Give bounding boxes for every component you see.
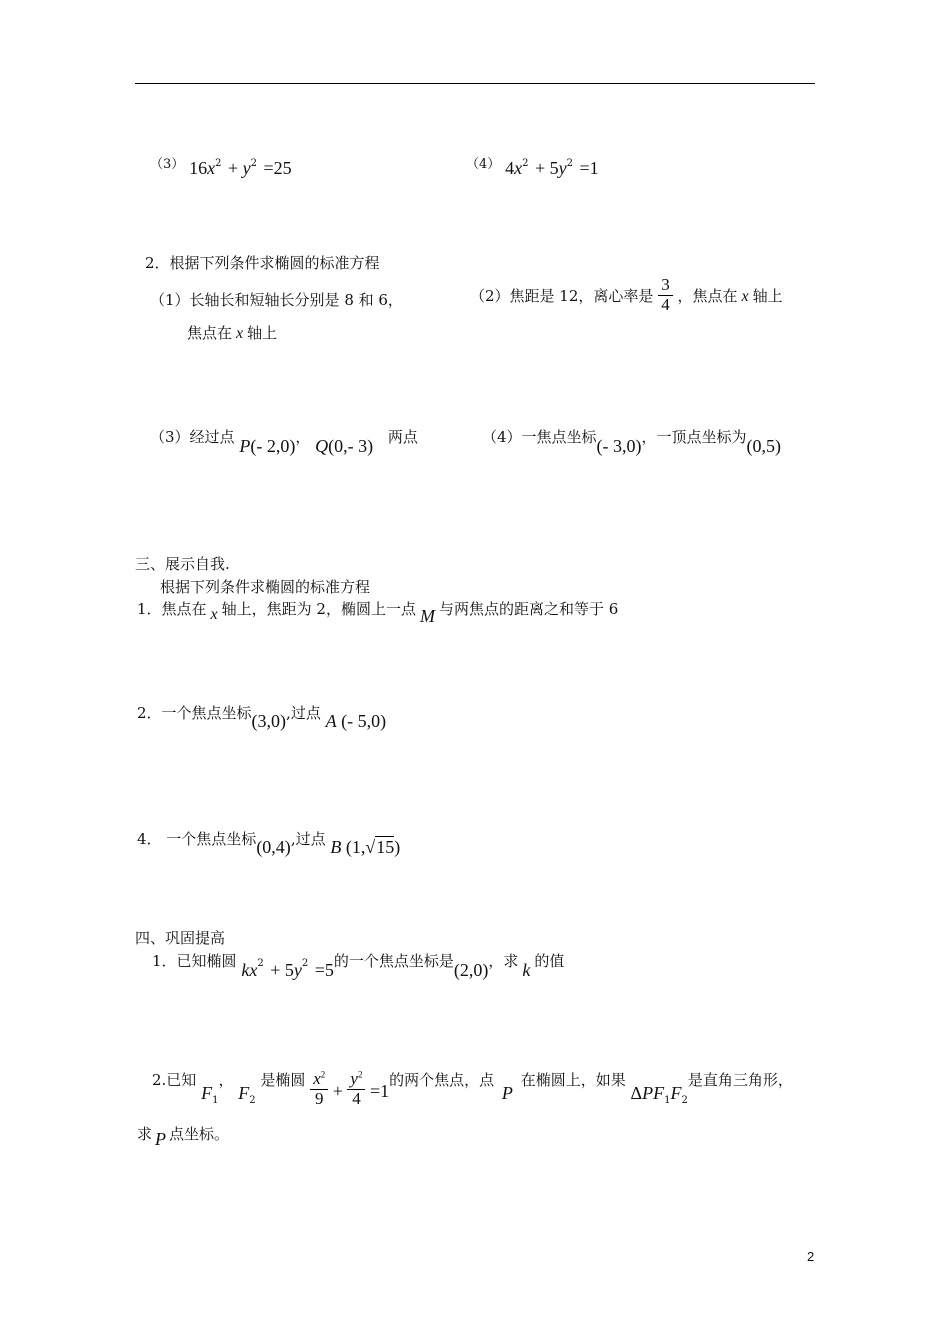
section-3-item-2: 2．一个焦点坐标(3,0),过点 A (- 5,0) [137,704,387,731]
section-4-item-1: 1．已知椭圆 kx2 + 5y2 =5的一个焦点坐标是(2,0)，求 k 的值 [152,952,565,980]
equation-4: （4） $4x^2 + 5y^2 =1$ [466,157,599,178]
problem-2-item-4: （4）一焦点坐标(- 3,0)，一顶点坐标为(0,5) [482,428,782,456]
section-3-item-4: 4． 一个焦点坐标(0,4),过点 B (1,√15) [137,830,401,857]
fraction-y2-4: $\frac{y^2}{4}$ [347,1070,365,1108]
section-4-title: 四、巩固提高 [135,929,226,947]
section-4-item-2-line2: 求 P 点坐标。 [137,1125,230,1149]
problem-2-item-2: （2）焦距是 12，离心率是 $\frac{3}{4}$ ，焦点在 x 轴上 [470,275,783,314]
fraction-x2-9: $\frac{x^2}{9}$ [310,1070,328,1108]
fraction-3-4: $\frac{3}{4}$ [658,276,673,314]
page-number: 2 [807,1249,815,1264]
problem-2-item-3: （3）经过点 P(- 2,0)， Q(0,- 3) 两点 [150,428,418,456]
problem-2-item-1: （1）长轴长和短轴长分别是 8 和 6， [150,291,403,309]
header-rule [135,83,815,84]
problem-2-title: 2．根据下列条件求椭圆的标准方程 [145,254,380,272]
equation-3: （3） $16x^2 + y^2 =25$ [150,157,292,178]
section-3-item-1: 1．焦点在 x 轴上，焦距为 2，椭圆上一点 M 与两焦点的距离之和等于 6 [137,600,619,626]
problem-2-item-1-line2: 焦点在 x 轴上 [187,324,278,342]
section-3-title: 三、展示自我. [135,555,230,573]
section-4-item-2: 2.已知 $F_1$， $F_2$ 是椭圆 $\frac{x^2}{9}$ + $\frac{y^2}{4}$ =1的两个焦点，点 P 在椭圆上，如果 $\Delta PF_1F_2$是直角三角形， [152,1069,793,1108]
section-3-intro: 根据下列条件求椭圆的标准方程 [160,578,371,596]
